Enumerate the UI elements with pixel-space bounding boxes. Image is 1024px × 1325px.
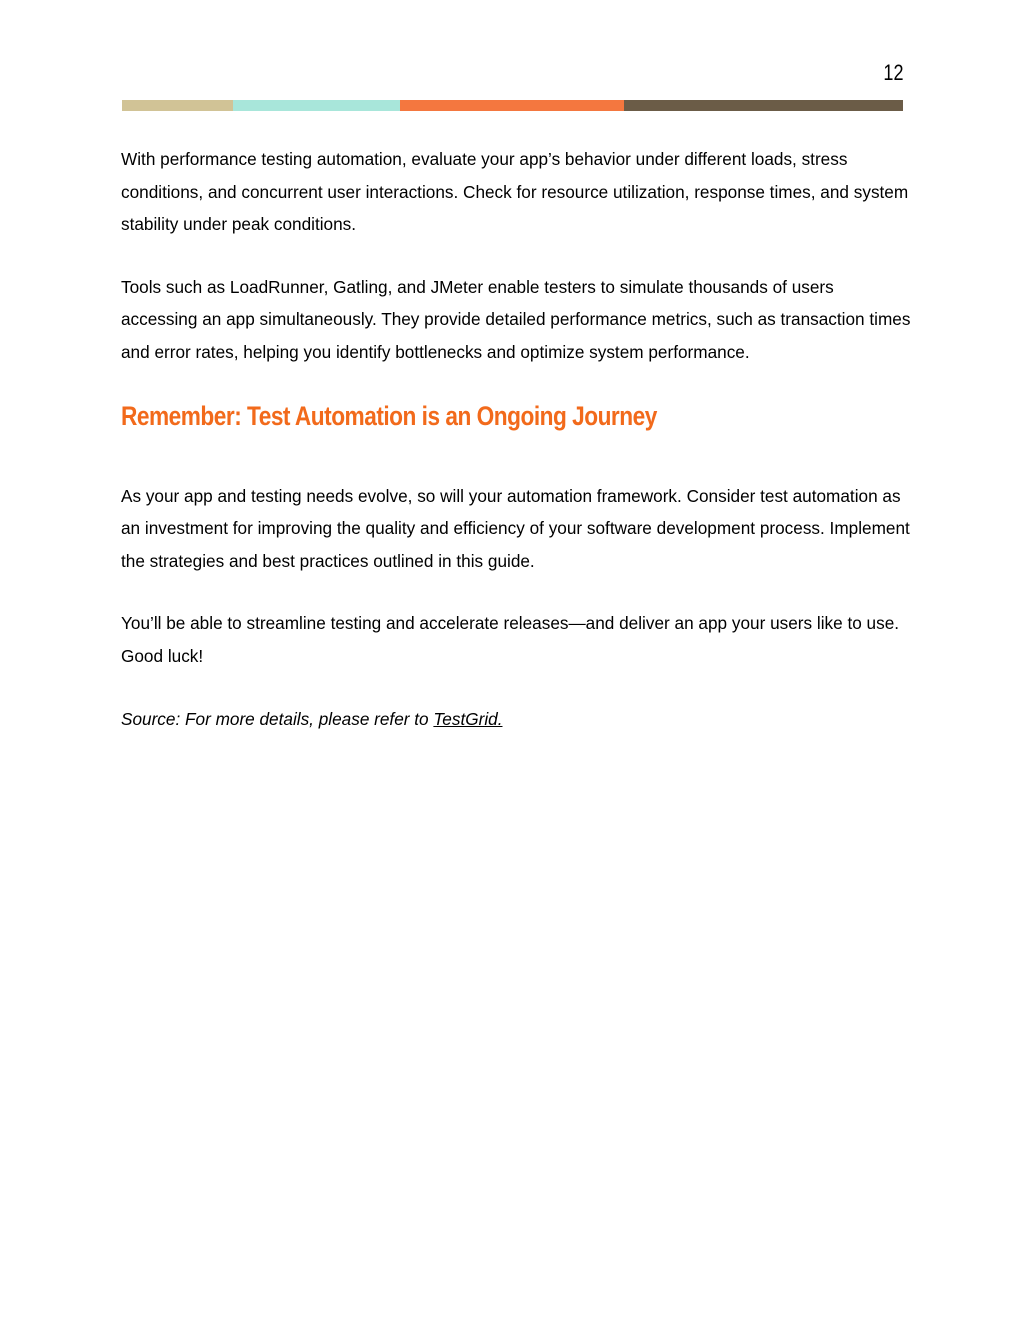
- paragraph-tools: Tools such as LoadRunner, Gatling, and JMeter enable testers to simulate thousands of users accessing an app simultaneously. They provide detailed performance metrics, such as transaction times and error rates, helping you identify bottlenecks and optimize system performance.: [121, 276, 911, 362]
- source-prefix: Source: For more details, please refer to: [121, 708, 434, 729]
- color-bar-segment-brown: [624, 100, 903, 111]
- paragraph-ongoing-journey: As your app and testing needs evolve, so will your automation framework. Consider test automation as an investment for improving the quality and efficiency of your software development process. Implement the strategies and best practices outlined in this guide.: [121, 485, 910, 571]
- page-content: [121, 143, 911, 735]
- source-line: [121, 703, 911, 736]
- color-bar-segment-beige: [122, 100, 233, 111]
- testgrid-link[interactable]: TestGrid.: [433, 708, 503, 729]
- section-heading: Remember: Test Automation is an Ongoing Journey: [121, 400, 657, 431]
- color-bar-segment-orange: [400, 100, 624, 111]
- decorative-color-bar: [122, 100, 903, 111]
- paragraph-good-luck: You’ll be able to streamline testing and accelerate releases—and deliver an app your users like to use. Good luck!: [121, 613, 900, 666]
- page-number: 12: [882, 60, 903, 85]
- paragraph-performance-testing: With performance testing automation, evaluate your app’s behavior under different loads, stress conditions, and concurrent user interactions. Check for resource utilization, response times, and system stability under peak conditions.: [121, 149, 909, 235]
- color-bar-segment-mint: [233, 100, 400, 111]
